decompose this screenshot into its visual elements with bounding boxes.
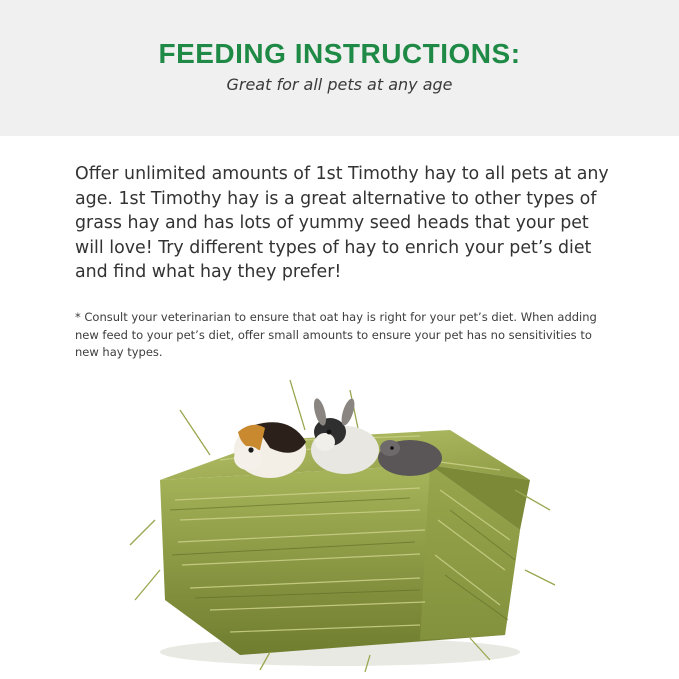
veterinarian-note: * Consult your veterinarian to ensure that oat hay is right for your pet’s diet. When adding new feed to your pet’s diet, offer small amounts to ensure your pet has no sensitivities to new hay types. bbox=[75, 310, 597, 359]
page-title: FEEDING INSTRUCTIONS: bbox=[158, 38, 521, 69]
hay-bale-with-pets-image bbox=[120, 370, 560, 675]
rabbit bbox=[311, 397, 379, 474]
header-band bbox=[0, 0, 679, 136]
instructions-paragraph: Offer unlimited amounts of 1st Timothy hay to all pets at any age. 1st Timothy hay is a great alternative to other types of grass hay and has lots of yummy seed heads that your pet will love! Try different types of hay to enrich your pet’s diet and find what hay they prefer! bbox=[75, 164, 609, 283]
page-subtitle: Great for all pets at any age bbox=[226, 75, 453, 94]
chinchilla bbox=[378, 440, 442, 476]
guinea-pig bbox=[234, 422, 306, 478]
